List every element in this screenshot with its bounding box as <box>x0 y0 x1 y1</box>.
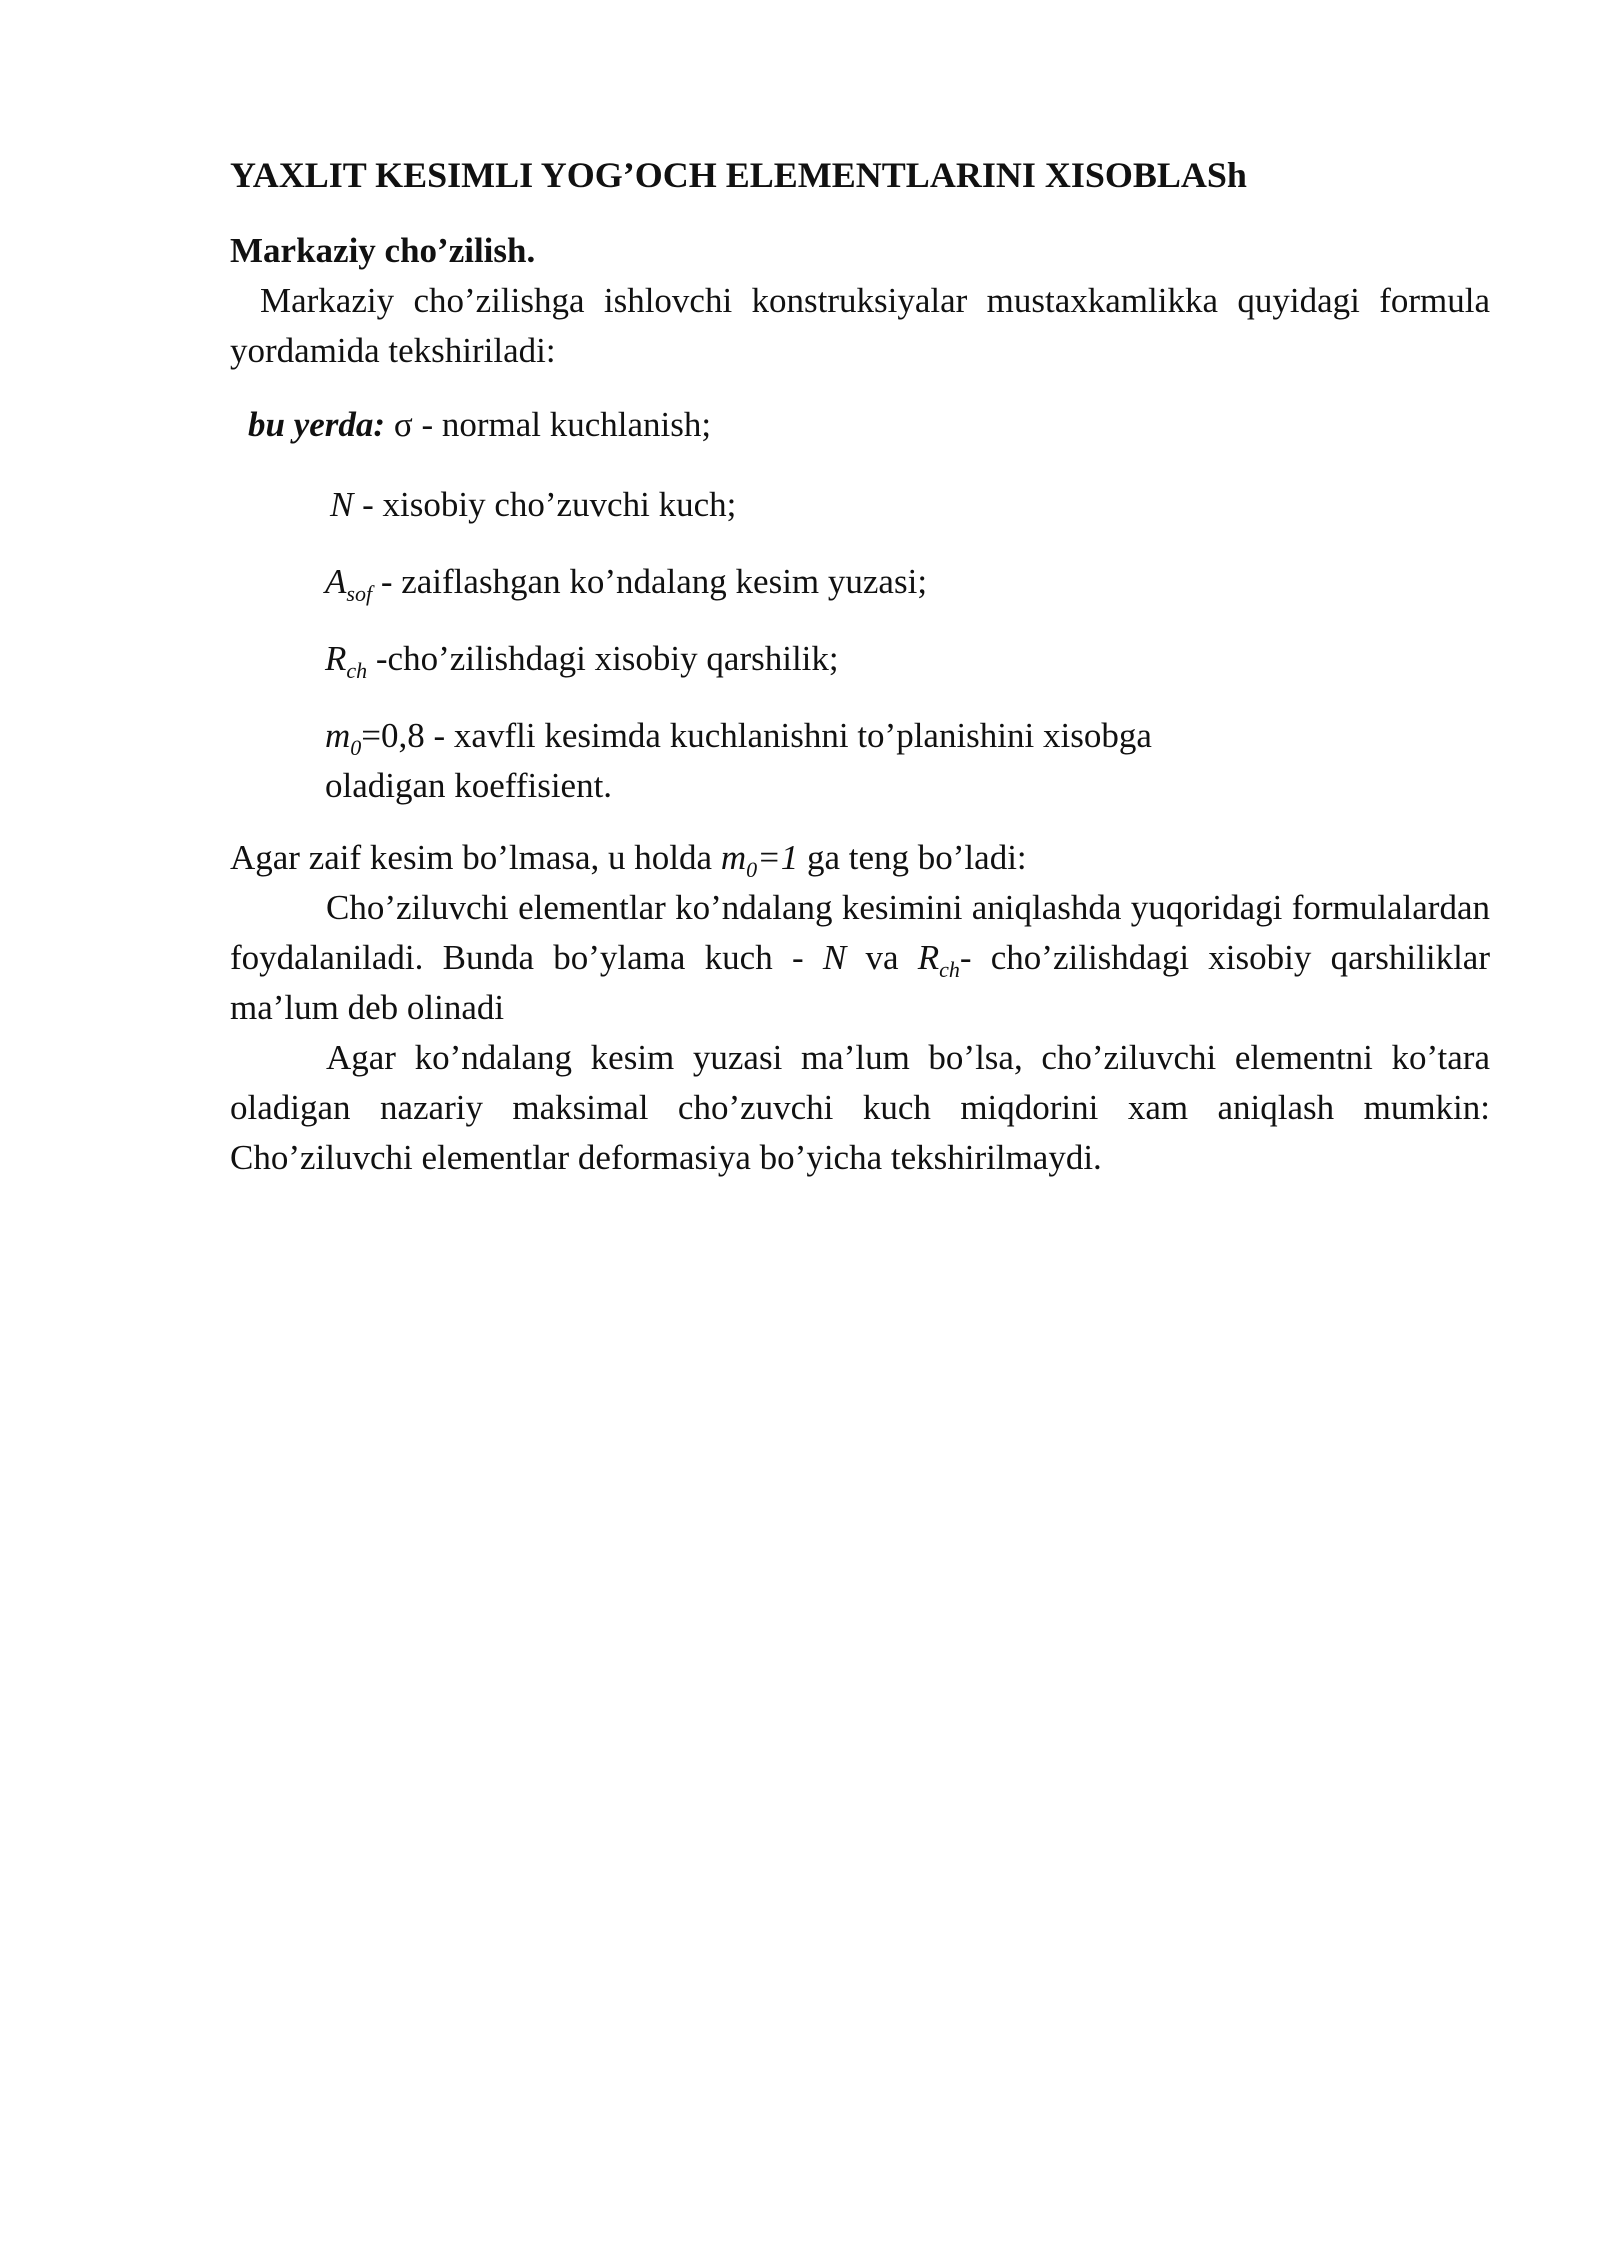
a-symbol: A <box>325 562 347 601</box>
elements-text-part1: Cho’ziluvchi elementlar ko’ndalang kesimini aniqlashda yuqoridagi formulalardan foydalaniladi. Bunda bo’ylama kuch - <box>230 888 1490 977</box>
definition-a <box>325 557 1490 607</box>
paragraph-no-weak-section <box>230 833 1490 883</box>
paragraph-final: Agar ko’ndalang kesim yuzasi ma’lum bo’lsa, cho’ziluvchi elementni ko’tara oladigan nazariy maksimal cho’zuvchi kuch miqdorini xam aniqlash mumkin: Cho’ziluvchi elementlar deformasiya bo’yicha tekshirilmaydi. <box>230 1038 1490 1177</box>
document-title: YAXLIT KESIMLI YOG’OCH ELEMENTLARINI XISOBLASh <box>230 155 1247 195</box>
m0-equals: =1 <box>757 838 799 877</box>
m-symbol: m <box>325 716 351 755</box>
elements-text-part2: va <box>846 938 918 977</box>
a-description: - zaiflashgan ko’ndalang kesim yuzasi; <box>372 562 928 601</box>
no-weak-text-after: ga teng bo’ladi: <box>798 838 1027 877</box>
paragraph-elements-section <box>230 883 1490 1033</box>
sigma-description: - normal kuchlanish; <box>412 405 712 444</box>
section-heading: Markaziy cho’zilish. <box>230 231 536 270</box>
a-subscript: sof <box>346 581 373 606</box>
m-description-line2: oladigan koeffisient. <box>325 766 613 805</box>
r-subscript: ch <box>346 658 368 683</box>
definition-r <box>325 634 1490 684</box>
m0-subscript: 0 <box>746 857 758 882</box>
elements-n-symbol: N <box>822 938 847 977</box>
n-symbol: N <box>330 485 354 524</box>
elements-r-symbol: R <box>917 938 940 977</box>
sigma-symbol: σ <box>393 405 413 444</box>
m-subscript: 0 <box>350 735 362 760</box>
elements-r-subscript: ch <box>939 957 960 982</box>
r-description: -cho’zilishdagi xisobiy qarshilik; <box>367 639 839 678</box>
elements-text-part3: - cho’zilishdagi xisobiy qarshiliklar ma’lum deb olinadi <box>230 938 1490 1027</box>
m0-symbol: m <box>720 838 747 877</box>
definition-sigma <box>248 400 1490 450</box>
where-label: bu yerda: <box>248 405 386 444</box>
m-description-line1: =0,8 - xavfli kesimda kuchlanishni to’planishini xisobga <box>361 716 1152 755</box>
document-body <box>230 150 1490 1183</box>
intro-paragraph: Markaziy cho’zilishga ishlovchi konstruksiyalar mustaxkamlikka quyidagi formula yordamida tekshiriladi: <box>230 281 1490 370</box>
definition-m <box>325 711 1490 811</box>
definition-n <box>330 480 1490 530</box>
n-description: - xisobiy cho’zuvchi kuch; <box>353 485 737 524</box>
no-weak-text-before: Agar zaif kesim bo’lmasa, u holda <box>230 838 721 877</box>
r-symbol: R <box>325 639 347 678</box>
